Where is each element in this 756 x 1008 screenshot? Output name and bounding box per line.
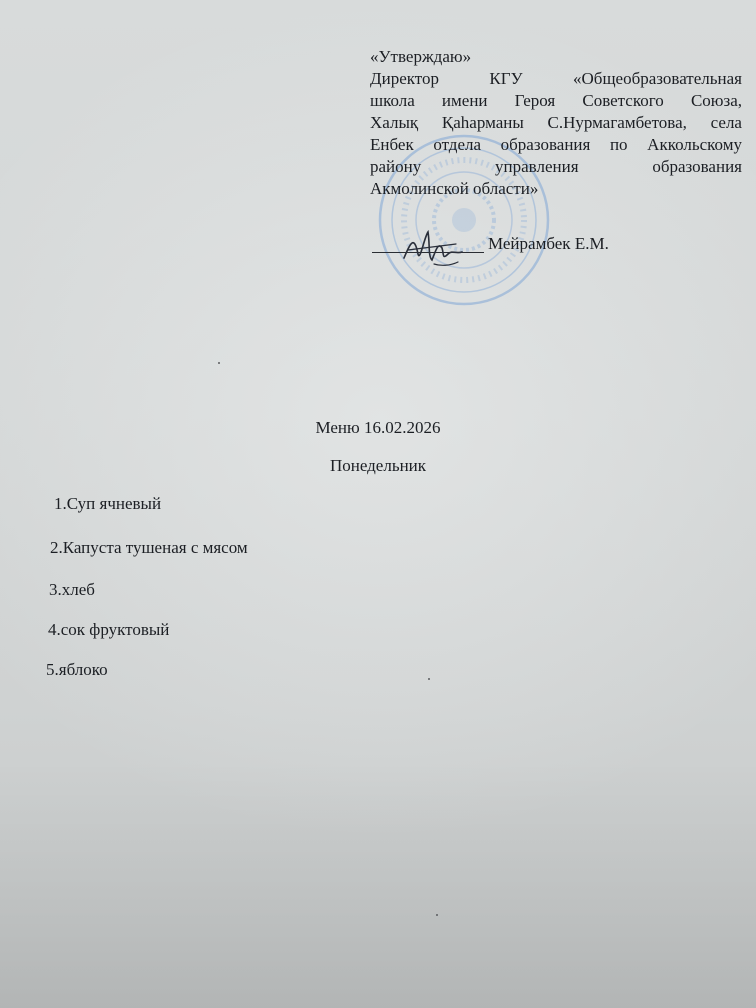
menu-item: 5.яблоко (46, 660, 108, 679)
approval-block (370, 46, 742, 200)
approval-line: школа имени Героя Советского Союза, (370, 91, 742, 110)
approval-last-line: Акмолинской области» (370, 179, 539, 198)
approval-line: Халық Қаһарманы С.Нурмагамбетова, села (370, 113, 742, 132)
menu-item: 1.Суп ячневый (54, 494, 162, 513)
menu-item: 4.сок фруктовый (48, 620, 170, 639)
menu-item: 2.Капуста тушеная с мясом (50, 538, 248, 557)
approval-line: Енбек отдела образования по Аккольскому (370, 135, 742, 154)
handwritten-signature-icon (398, 224, 468, 270)
approval-line: району управления образования (370, 157, 742, 176)
menu-title: Меню 16.02.2026 (315, 418, 441, 437)
paper-speck (428, 678, 430, 680)
menu-item: 3.хлеб (49, 580, 95, 599)
signature-row (372, 230, 742, 270)
page-shadow (0, 760, 756, 1008)
approval-line: Директор КГУ «Общеобразовательная (370, 69, 742, 88)
signatory-name: Мейрамбек Е.М. (488, 234, 609, 253)
menu-day: Понедельник (329, 456, 427, 475)
approval-heading: «Утверждаю» (370, 47, 472, 66)
paper-speck (218, 362, 220, 364)
paper-speck (436, 914, 438, 916)
